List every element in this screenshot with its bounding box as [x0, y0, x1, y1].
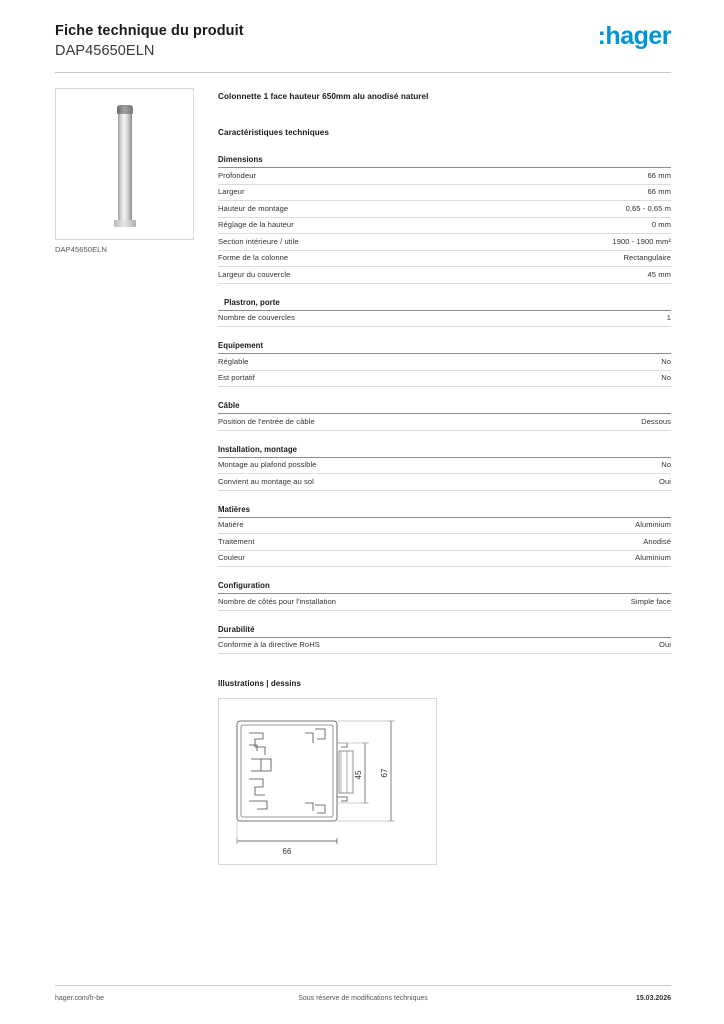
spec-value: Simple face: [630, 596, 671, 606]
spec-label: Réglage de la hauteur: [218, 220, 294, 230]
spec-label: Section intérieure / utile: [218, 236, 299, 246]
page-title: Fiche technique du produit: [55, 23, 244, 39]
spec-group-title: Durabilité: [218, 625, 671, 638]
spec-label: Est portatif: [218, 373, 255, 383]
spec-label: Nombre de couvercles: [218, 313, 295, 323]
spec-value: 1: [666, 313, 671, 323]
spec-group: [218, 341, 671, 387]
spec-row: [218, 518, 671, 535]
spec-value: 66 mm: [647, 187, 671, 197]
product-reference-subtitle: DAP45650ELN: [55, 42, 155, 59]
spec-row: [218, 534, 671, 551]
spec-group: [218, 401, 671, 431]
spec-label: Hauteur de montage: [218, 203, 289, 213]
spec-row: [218, 168, 671, 185]
spec-group-title: Plastron, porte: [218, 298, 671, 311]
product-image-box: [55, 88, 194, 240]
product-column-illustration: [114, 103, 136, 227]
spec-group: [218, 155, 671, 284]
spec-label: Largeur: [218, 187, 245, 197]
product-description: Colonnette 1 face hauteur 650mm alu anodisé naturel: [218, 92, 429, 101]
footer-website-link[interactable]: hager.com/fr-be: [55, 995, 105, 1002]
spec-label: Couleur: [218, 553, 245, 563]
footer-divider: [55, 985, 671, 986]
specifications-content: [218, 92, 671, 865]
spec-label: Conforme à la directive RoHS: [218, 640, 320, 650]
spec-label: Profondeur: [218, 170, 257, 180]
spec-row: [218, 594, 671, 611]
spec-value: 66 mm: [647, 170, 671, 180]
spec-label: Réglable: [218, 356, 249, 366]
spec-label: Forme de la colonne: [218, 253, 289, 263]
column-cap: [117, 105, 133, 114]
spec-value: No: [661, 356, 671, 366]
dim-width-label: 66: [282, 847, 292, 856]
spec-group: [218, 445, 671, 491]
spec-row: [218, 267, 671, 284]
hager-logo: :hager: [597, 22, 671, 50]
spec-value: Oui: [659, 640, 671, 650]
spec-value: Aluminium: [635, 553, 671, 563]
spec-row: [218, 371, 671, 388]
spec-group-title: Configuration: [218, 581, 671, 594]
spec-row: [218, 201, 671, 218]
page-footer: [55, 995, 671, 1002]
spec-group-title: Matières: [218, 505, 671, 518]
product-image-caption: DAP45650ELN: [55, 245, 107, 254]
spec-row: [218, 414, 671, 431]
header-titles: [55, 22, 244, 61]
spec-groups: [218, 155, 671, 654]
cross-section-drawing: [219, 699, 436, 864]
spec-group-title: Equipement: [218, 341, 671, 354]
spec-group-title: Installation, montage: [218, 445, 671, 458]
drawings-title: Illustrations | dessins: [218, 679, 301, 688]
spec-row: [218, 234, 671, 251]
spec-value: Aluminium: [635, 520, 671, 530]
spec-row: [218, 311, 671, 328]
spec-group: [218, 505, 671, 568]
spec-row: [218, 551, 671, 568]
page-header: [55, 22, 671, 61]
dim-outer-height-label: 67: [380, 768, 389, 778]
spec-label: Convient au montage au sol: [218, 476, 314, 486]
spec-group: [218, 298, 671, 328]
spec-group-title: Câble: [218, 401, 671, 414]
spec-row: [218, 218, 671, 235]
spec-value: Dessous: [641, 416, 671, 426]
spec-value: Anodisé: [643, 536, 671, 546]
column-body: [118, 111, 132, 221]
spec-value: Oui: [659, 476, 671, 486]
spec-label: Montage au plafond possible: [218, 460, 317, 470]
technical-drawing-box: [218, 698, 437, 865]
spec-row: [218, 638, 671, 655]
spec-value: 0,65 - 0,65 m: [625, 203, 671, 213]
spec-value: 45 mm: [647, 269, 671, 279]
technical-characteristics-title: Caractéristiques techniques: [218, 128, 330, 137]
spec-label: Largeur du couvercle: [218, 269, 291, 279]
spec-row: [218, 354, 671, 371]
spec-row: [218, 458, 671, 475]
dim-inner-height-label: 45: [354, 770, 363, 780]
spec-label: Nombre de côtés pour l'installation: [218, 596, 337, 606]
spec-group-title: Dimensions: [218, 155, 671, 168]
spec-group: [218, 581, 671, 611]
spec-row: [218, 474, 671, 491]
spec-value: 1900 - 1900 mm²: [612, 236, 671, 246]
spec-row: [218, 251, 671, 268]
spec-value: Rectangulaire: [623, 253, 671, 263]
spec-label: Traitement: [218, 536, 255, 546]
spec-group: [218, 625, 671, 655]
spec-row: [218, 185, 671, 202]
spec-label: Matière: [218, 520, 244, 530]
footer-disclaimer: Sous réserve de modifications techniques: [298, 995, 428, 1002]
spec-value: No: [661, 460, 671, 470]
column-base: [114, 220, 136, 227]
spec-value: 0 mm: [651, 220, 671, 230]
spec-label: Position de l'entrée de câble: [218, 416, 315, 426]
footer-date: 15.03.2026: [635, 995, 671, 1002]
header-divider: [55, 72, 671, 73]
spec-value: No: [661, 373, 671, 383]
